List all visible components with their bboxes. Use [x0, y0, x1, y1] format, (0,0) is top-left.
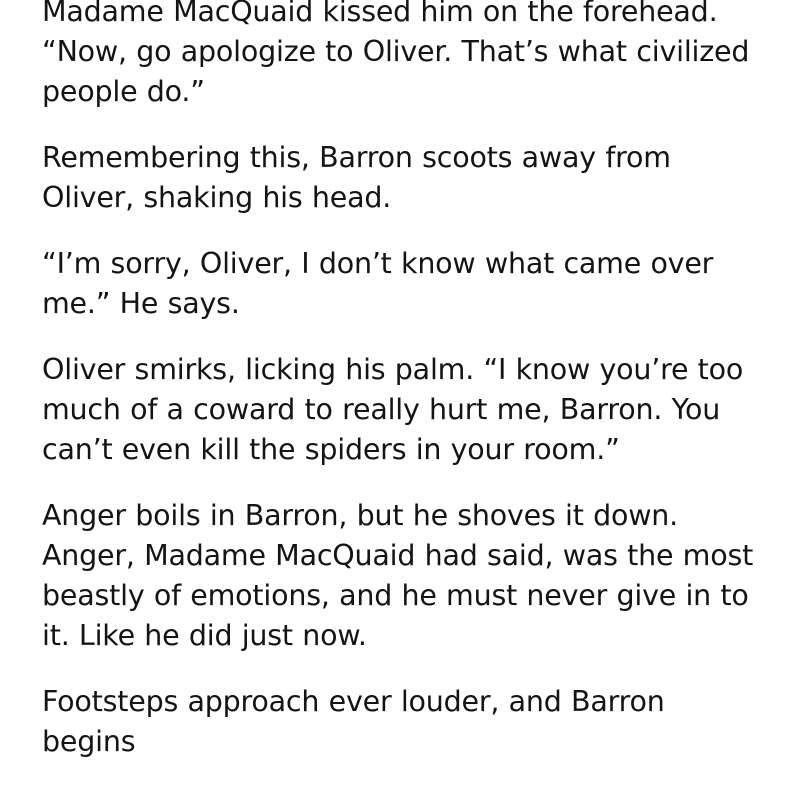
paragraph: Anger boils in Barron, but he shoves it down. Anger, Madame MacQuaid had said, was the most beastly of emotions, and he must never give in to it. Like he did just now. [42, 499, 754, 652]
paragraph: Footsteps approach ever louder, and Barron begins [42, 685, 665, 758]
paragraph: Madame MacQuaid kissed him on the forehead. “Now, go apologize to Oliver. That’s what civilized people do.” [42, 0, 750, 108]
paragraph: “I’m sorry, Oliver, I don’t know what came over me.” He says. [42, 247, 714, 320]
page-body-text [42, 0, 755, 762]
paragraph: Oliver smirks, licking his palm. “I know you’re too much of a coward to really hurt me, Barron. You can’t even kill the spiders in your room.” [42, 353, 744, 466]
paragraph: Remembering this, Barron scoots away from Oliver, shaking his head. [42, 141, 671, 214]
